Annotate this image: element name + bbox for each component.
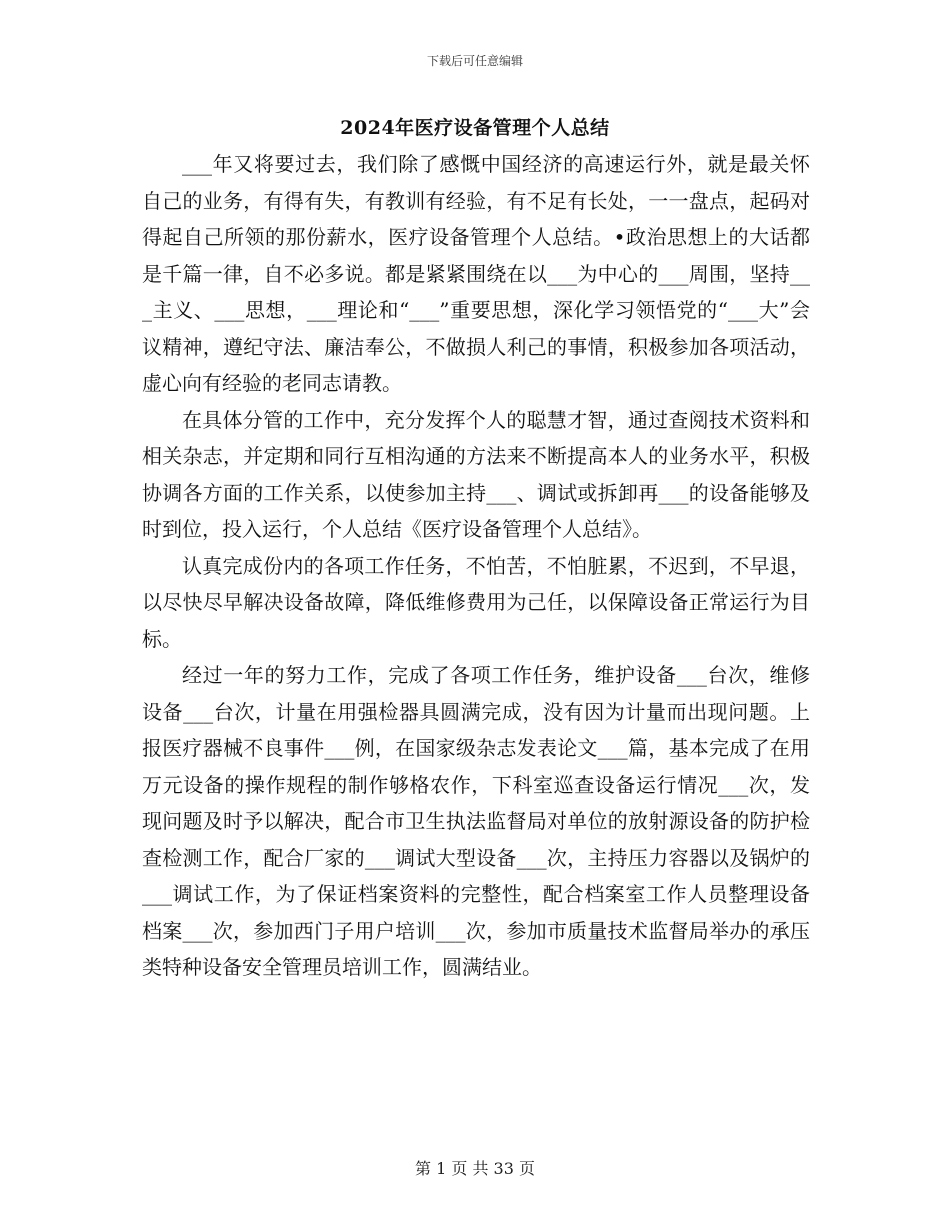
paragraph-3: 认真完成份内的各项工作任务，不怕苦，不怕脏累，不迟到，不早退，以尽快尽早解决设备故障，降低维修费用为己任，以保障设备正常运行为目标。 — [142, 553, 810, 651]
document-body — [142, 146, 810, 986]
paragraph-4: 经过一年的努力工作，完成了各项工作任务，维护设备___台次，维修设备___台次，计量在用强检器具圆满完成，没有因为计量而出现问题。上报医疗器械不良事件___例，在国家级杂志发表论文___篇，基本完成了在用万元设备的操作规程的制作够格农作，下科室巡查设备运行情况___次，发现问题及时予以解决，配合市卫生执法监督局对单位的放射源设备的防护检查检测工作，配合厂家的___调试大型设备___次，主持压力容器以及锅炉的___调试工作，为了保证档案资料的完整性，配合档案室工作人员整理设备档案___次，参加西门子用户培训___次，参加市质量技术监督局举办的承压类特种设备安全管理员培训工作，圆满结业。 — [142, 663, 810, 979]
page-number-footer: 第 1 页 共 33 页 — [415, 1159, 535, 1178]
paragraph-2: 在具体分管的工作中，充分发挥个人的聪慧才智，通过查阅技术资料和相关杂志，并定期和同行互相沟通的方法来不断提高本人的业务水平，积极协调各方面的工作关系，以使参加主持___、调试或拆卸再___的设备能够及时到位，投入运行，个人总结《医疗设备管理个人总结》。 — [142, 407, 810, 541]
header-note: 下载后可任意编辑 — [426, 54, 523, 68]
document-title: 2024年医疗设备管理个人总结 — [340, 117, 610, 139]
paragraph-1: ___年又将要过去，我们除了感慨中国经济的高速运行外，就是最关怀自己的业务，有得有失，有教训有经验，有不足有长处，一一盘点，起码对得起自己所领的那份薪水，医疗设备管理个人总结。•政治思想上的大话都是千篇一律，自不必多说。都是紧紧围绕在以___为中心的___周围，坚持___主义、___思想，___理论和“___”重要思想，深化学习领悟党的“___大”会议精神，遵纪守法、廉洁奉公，不做损人利己的事情，积极参加各项活动，虚心向有经验的老同志请教。 — [142, 152, 810, 395]
